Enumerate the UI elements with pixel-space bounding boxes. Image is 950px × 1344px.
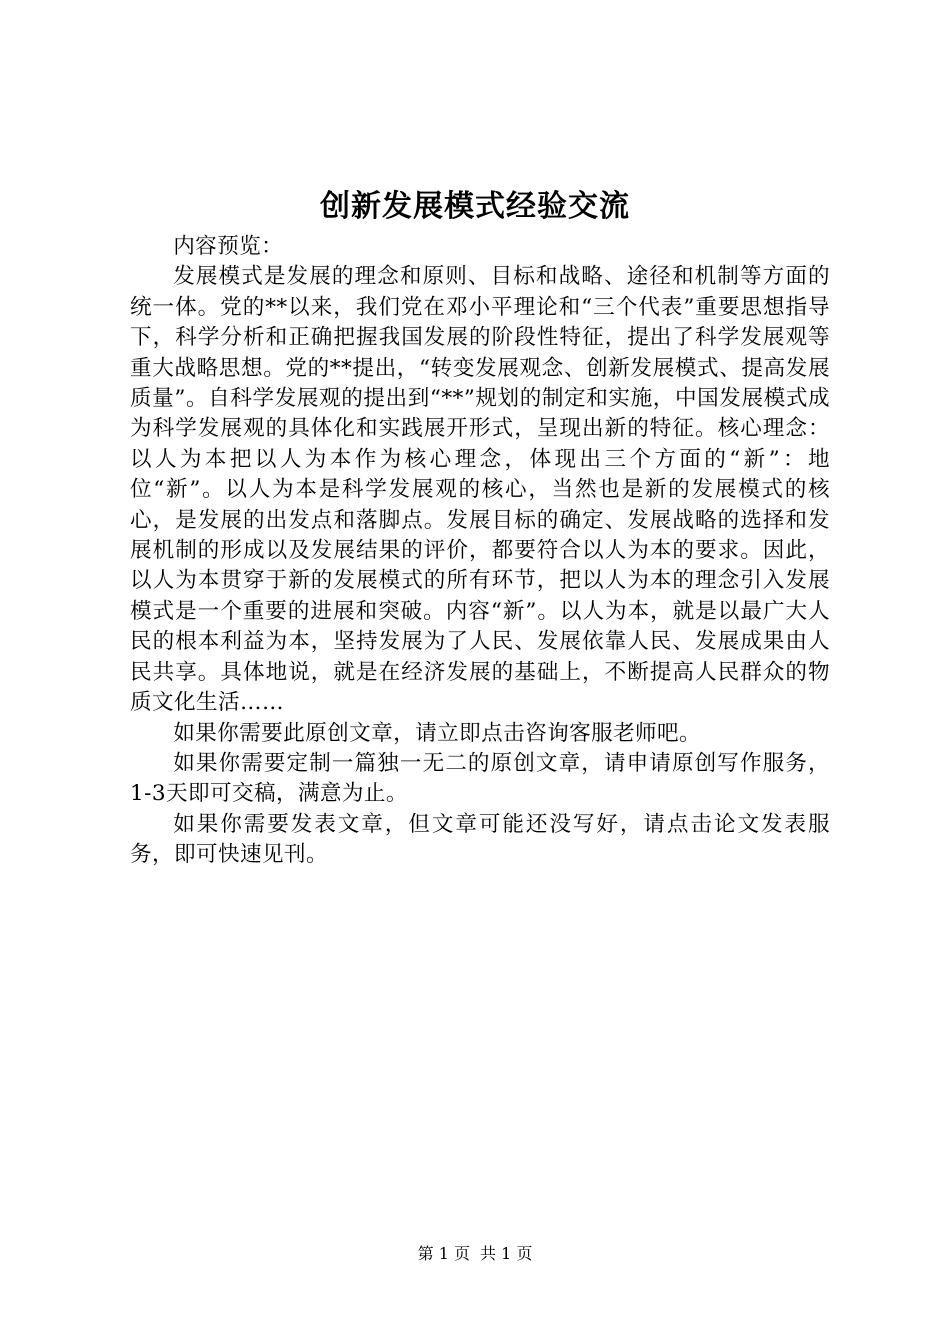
page-number: 第 1 页 <box>417 1244 470 1263</box>
preview-label: 内容预览： <box>173 234 284 259</box>
page-total: 共 1 页 <box>480 1244 533 1263</box>
preview-paragraph: 发展模式是发展的理念和原则、目标和战略、途径和机制等方面的统一体。党的**以来，我们党在邓小平理论和“三个代表”重要思想指导下，科学分析和正确把握我国发展的阶段性特征，提出了科学发展观等重大战略思想。党的**提出，“转变发展观念、创新发展模式、提高发展质量”。自科学发展观的提出到“**”规划的制定和实施，中国发展模式成为科学发展观的具体化和实践展开形式，呈现出新的特征。核心理念：以人为本把以人为本作为核心理念，体现出三个方面的“新”：地位“新”。以人为本是科学发展观的核心，当然也是新的发展模式的核心，是发展的出发点和落脚点。发展目标的确定、发展战略的选择和发展机制的形成以及发展结果的评价，都要符合以人为本的要求。因此，以人为本贯穿于新的发展模式的所有环节，把以人为本的理念引入发展模式是一个重要的进展和突破。内容“新”。以人为本，就是以最广大人民的根本利益为本，坚持发展为了人民、发展依靠人民、发展成果由人民共享。具体地说，就是在经济发展的基础上，不断提高人民群众的物质文化生活…… <box>130 264 830 716</box>
publishing-service-paragraph: 如果你需要发表文章，但文章可能还没写好，请点击论文发表服务，即可快速见刊。 <box>130 811 830 868</box>
page-footer <box>0 1243 950 1265</box>
custom-writing-paragraph: 如果你需要定制一篇独一无二的原创文章，请申请原创写作服务，1-3天即可交稿，满意为止。 <box>130 750 830 807</box>
document-body <box>130 232 830 871</box>
document-title: 创新发展模式经验交流 <box>320 189 630 224</box>
contact-service-paragraph: 如果你需要此原创文章，请立即点击咨询客服老师吧。 <box>173 720 702 746</box>
